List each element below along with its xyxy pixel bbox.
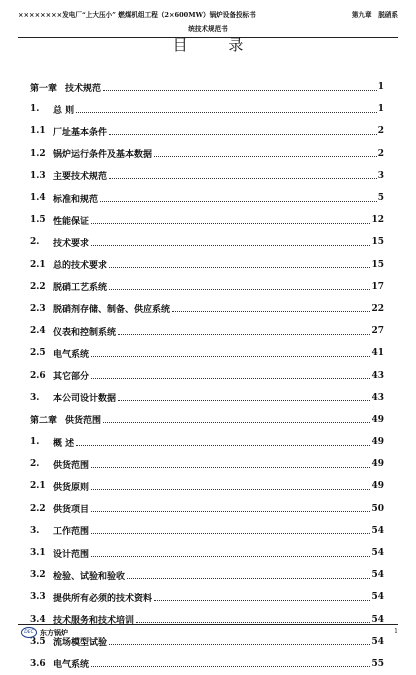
toc-entry-page: 12 [371,215,384,226]
toc-dot-leader [91,660,370,667]
toc-entry-page: 54 [371,592,384,603]
toc-dot-leader [154,594,370,601]
toc-entry-label: 技术服务和技术培训 [53,616,135,627]
toc-entry-page: 54 [371,548,384,559]
toc-entry-label: 总的技术要求 [53,261,108,272]
toc-entry-page: 1 [377,104,384,115]
toc-dot-leader [91,505,370,512]
company-logo [21,627,68,638]
toc-entry-page: 54 [371,525,384,536]
toc-entry-label: 技术规范 [65,83,102,94]
toc-entry[interactable] [30,387,384,409]
toc-entry-label: 工作范围 [53,527,90,538]
toc-entry-number: 1. [30,437,40,448]
toc-entry-label: 性能保证 [53,216,90,227]
toc-entry-number: 2.2 [30,281,46,292]
toc-entry-number: 2.1 [30,259,46,270]
toc-entry-page: 1 [377,82,384,93]
toc-entry[interactable] [30,320,384,342]
toc-entry-number: 2.2 [30,503,46,514]
toc-entry-number: 1.2 [30,148,46,159]
toc-entry[interactable] [30,231,384,253]
toc-entry-page: 3 [377,170,384,181]
toc-entry-number: 2.5 [30,348,46,359]
toc-entry-label: 供货范围 [53,460,90,471]
page-footer [18,624,398,638]
toc-entry[interactable] [30,475,384,497]
toc-entry-label: 设计范围 [53,549,90,560]
toc-entry[interactable] [30,520,384,542]
toc-dot-leader [136,616,370,623]
toc-entry-page: 43 [371,370,384,381]
toc-entry-page: 43 [371,392,384,403]
toc-entry[interactable] [30,453,384,475]
toc-entry[interactable] [30,342,384,364]
toc-entry-label: 锅炉运行条件及基本数据 [53,150,153,161]
toc-entry[interactable] [30,653,384,675]
toc-dot-leader [91,483,370,490]
toc-entry[interactable] [30,276,384,298]
toc-entry[interactable] [30,586,384,608]
toc-dot-leader [109,638,370,645]
toc-dot-leader [154,150,377,157]
toc-entry-page: 2 [377,126,384,137]
toc-dot-leader [109,172,377,179]
toc-entry-label: 概 述 [53,438,75,449]
toc-entry[interactable] [30,165,384,187]
toc-entry-page: 49 [371,414,384,425]
toc-entry-label: 电气系统 [53,660,90,671]
toc-entry-label: 提供所有必须的技术资料 [53,593,153,604]
toc-entry-page: 15 [371,259,384,270]
table-of-contents [30,76,384,675]
toc-dot-leader [91,527,370,534]
toc-dot-leader [91,350,370,357]
toc-entry-label: 电气系统 [53,349,90,360]
toc-entry[interactable] [30,98,384,120]
toc-title: 目 录 [172,36,262,54]
toc-entry-label: 供货项目 [53,505,90,516]
toc-entry-page: 2 [377,148,384,159]
toc-entry-number: 第一章 [30,83,58,94]
toc-entry-number: 2.6 [30,370,46,381]
toc-entry-label: 主要技术规范 [53,172,108,183]
toc-entry-page: 50 [371,503,384,514]
toc-dot-leader [76,439,370,446]
toc-entry-number: 2.3 [30,303,46,314]
toc-dot-leader [103,416,370,423]
toc-entry-number: 3.3 [30,592,46,603]
toc-entry-number: 1.1 [30,126,46,137]
toc-entry[interactable] [30,254,384,276]
toc-entry-page: 49 [371,459,384,470]
header-line-1 [18,9,398,19]
dec-logo-icon: DEC [21,627,37,638]
toc-entry-page: 49 [371,481,384,492]
toc-entry-page: 49 [371,437,384,448]
toc-entry-label: 标准和规范 [53,194,99,205]
toc-entry-label: 检验、试验和验收 [53,571,126,582]
toc-entry-label: 仪表和控制系统 [53,327,117,338]
toc-entry-label: 流场模型试验 [53,638,108,649]
company-name: 东方锅炉 [40,627,68,637]
toc-entry-page: 17 [371,281,384,292]
header-line-2: 统技术规范书 [188,25,228,33]
toc-dot-leader [76,106,377,113]
toc-entry-number: 2.1 [30,481,46,492]
toc-entry-number: 1.5 [30,215,46,226]
toc-entry-number: 2. [30,459,40,470]
toc-entry-label: 供货原则 [53,482,90,493]
toc-dot-leader [172,305,370,312]
toc-dot-leader [109,283,370,290]
toc-entry-label: 脱硝剂存储、制备、供应系统 [53,305,171,316]
toc-entry-number: 3.1 [30,548,46,559]
toc-entry-label: 其它部分 [53,372,90,383]
header-chapter-label: 第九章 脱硝系 [351,11,398,19]
toc-entry-label: 脱硝工艺系统 [53,283,108,294]
toc-entry-number: 1.3 [30,170,46,181]
toc-chapter-entry[interactable] [30,76,384,98]
toc-chapter-entry[interactable] [30,409,384,431]
toc-dot-leader [91,239,370,246]
toc-entry-page: 22 [371,303,384,314]
toc-entry-number: 3. [30,392,40,403]
toc-entry[interactable] [30,120,384,142]
toc-entry[interactable] [30,431,384,453]
toc-dot-leader [103,84,377,91]
toc-entry-number: 3.2 [30,570,46,581]
toc-entry-label: 厂址基本条件 [53,127,108,138]
toc-entry-page: 54 [371,636,384,647]
toc-entry-page: 5 [377,193,384,204]
toc-entry-page: 54 [371,570,384,581]
toc-dot-leader [91,217,370,224]
toc-entry-label: 本公司设计数据 [53,394,117,405]
toc-entry-number: 3.5 [30,636,46,647]
toc-dot-leader [91,461,370,468]
toc-entry-number: 3. [30,525,40,536]
toc-entry-page: 27 [371,326,384,337]
toc-entry[interactable] [30,498,384,520]
toc-entry-number: 2.4 [30,326,46,337]
toc-entry[interactable] [30,364,384,386]
toc-dot-leader [118,394,370,401]
toc-entry-label: 技术要求 [53,238,90,249]
toc-dot-leader [109,128,377,135]
footer-page-number: 1 [394,628,398,635]
toc-entry-page: 55 [371,658,384,669]
toc-entry-number: 3.6 [30,658,46,669]
toc-dot-leader [91,372,370,379]
toc-entry[interactable] [30,298,384,320]
toc-entry-number: 1.4 [30,193,46,204]
toc-dot-leader [91,550,370,557]
toc-entry-page: 15 [371,237,384,248]
toc-entry-number: 第二章 [30,416,58,427]
toc-entry-page: 41 [371,348,384,359]
header-project-title: ××××××××发电厂“上大压小” 燃煤机组工程（2×600MW）锅炉设备投标书 [18,11,256,19]
footer-rule [18,624,398,625]
toc-entry-number: 3.4 [30,614,46,625]
toc-entry-number: 1. [30,104,40,115]
toc-dot-leader [127,572,370,579]
toc-entry-number: 2. [30,237,40,248]
toc-entry-label: 总 则 [53,105,75,116]
toc-entry[interactable] [30,143,384,165]
toc-entry[interactable] [30,209,384,231]
toc-entry-label: 供货范围 [65,416,102,427]
toc-dot-leader [118,328,370,335]
toc-dot-leader [109,261,370,268]
toc-entry[interactable] [30,564,384,586]
toc-entry[interactable] [30,187,384,209]
toc-entry-page: 54 [371,614,384,625]
toc-dot-leader [100,195,377,202]
toc-entry[interactable] [30,542,384,564]
